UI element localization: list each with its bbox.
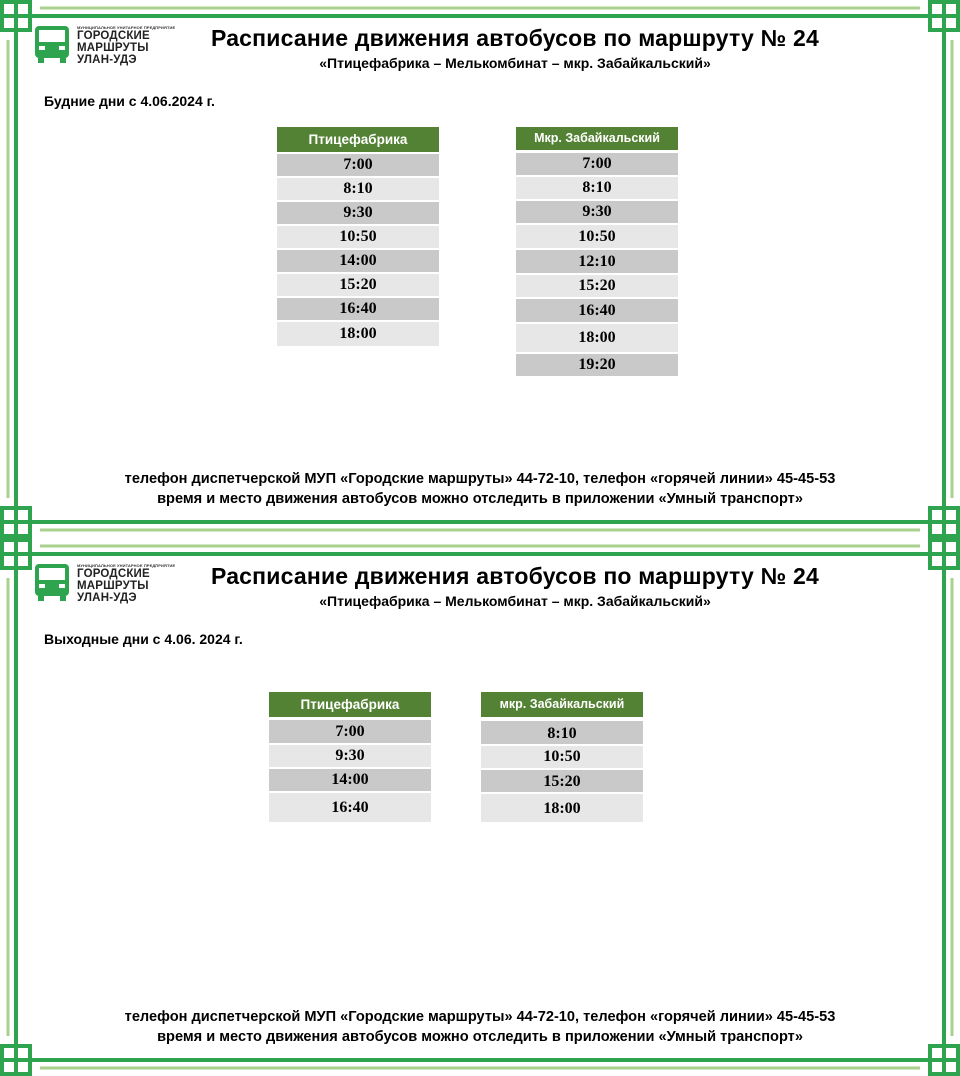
logo-tagline: МУНИЦИПАЛЬНОЕ УНИТАРНОЕ ПРЕДПРИЯТИЕ <box>77 563 176 568</box>
tracking-app-note: время и место движения автобусов можно отследить в приложении «Умный транспорт» <box>157 1029 803 1045</box>
departure-time: 18:00 <box>516 324 678 352</box>
day-label: Выходные дни с 4.06. 2024 г. <box>44 631 243 647</box>
logo-line-1: ГОРОДСКИЕ <box>77 30 150 42</box>
column-header: Птицефабрика <box>269 692 431 717</box>
departure-time: 15:20 <box>516 275 678 297</box>
departure-time: 10:50 <box>516 225 678 248</box>
departure-time: 18:00 <box>277 322 439 346</box>
departure-time: 8:10 <box>516 177 678 199</box>
departure-time: 10:50 <box>277 226 439 248</box>
logo-line-3: УЛАН-УДЭ <box>77 54 137 66</box>
company-logo <box>33 562 176 606</box>
departure-time: 7:00 <box>516 153 678 175</box>
departure-time: 10:50 <box>481 746 643 768</box>
departure-time: 8:10 <box>481 721 643 744</box>
departure-time: 16:40 <box>516 299 678 322</box>
departure-time: 8:10 <box>277 178 439 200</box>
schedule-title: Расписание движения автобусов по маршруту № 24 <box>210 25 820 51</box>
departure-time: 18:00 <box>481 794 643 822</box>
column-header: Птицефабрика <box>277 127 439 152</box>
schedule-title: Расписание движения автобусов по маршруту № 24 <box>210 563 820 589</box>
logo-line-1: ГОРОДСКИЕ <box>77 568 150 580</box>
departure-time: 19:20 <box>516 354 678 376</box>
bus-icon <box>33 24 71 64</box>
departure-time: 9:30 <box>516 201 678 223</box>
route-subtitle: «Птицефабрика – Мелькомбинат – мкр. Забайкальский» <box>319 593 711 609</box>
logo-tagline: МУНИЦИПАЛЬНОЕ УНИТАРНОЕ ПРЕДПРИЯТИЕ <box>77 25 176 30</box>
departure-time: 15:20 <box>277 274 439 296</box>
weekend-schedule-panel <box>0 538 960 1076</box>
logo-line-2: МАРШРУТЫ <box>77 42 149 54</box>
tracking-app-note: время и место движения автобусов можно отследить в приложении «Умный транспорт» <box>157 491 803 507</box>
departure-time: 16:40 <box>277 298 439 320</box>
logo-line-2: МАРШРУТЫ <box>77 580 149 592</box>
logo-line-3: УЛАН-УДЭ <box>77 592 137 604</box>
column-header: мкр. Забайкальский <box>481 692 643 717</box>
bus-icon <box>33 562 71 602</box>
departure-time: 7:00 <box>269 720 431 743</box>
departure-time: 9:30 <box>277 202 439 224</box>
departure-time: 9:30 <box>269 745 431 767</box>
day-label: Будние дни с 4.06.2024 г. <box>44 93 215 109</box>
departure-time: 14:00 <box>269 769 431 791</box>
departure-time: 14:00 <box>277 250 439 272</box>
company-logo <box>33 24 176 68</box>
departure-time: 7:00 <box>277 154 439 176</box>
column-header: Мкр. Забайкальский <box>516 127 678 150</box>
dispatcher-phone-note: телефон диспетчерской МУП «Городские маршруты» 44-72-10, телефон «горячей линии» 45-45-53 <box>124 471 836 487</box>
route-subtitle: «Птицефабрика – Мелькомбинат – мкр. Забайкальский» <box>319 55 711 71</box>
decorative-frame <box>0 538 960 1076</box>
departure-time: 16:40 <box>269 793 431 822</box>
departure-time: 15:20 <box>481 770 643 792</box>
dispatcher-phone-note: телефон диспетчерской МУП «Городские маршруты» 44-72-10, телефон «горячей линии» 45-45-53 <box>124 1009 836 1025</box>
departure-time: 12:10 <box>516 250 678 273</box>
